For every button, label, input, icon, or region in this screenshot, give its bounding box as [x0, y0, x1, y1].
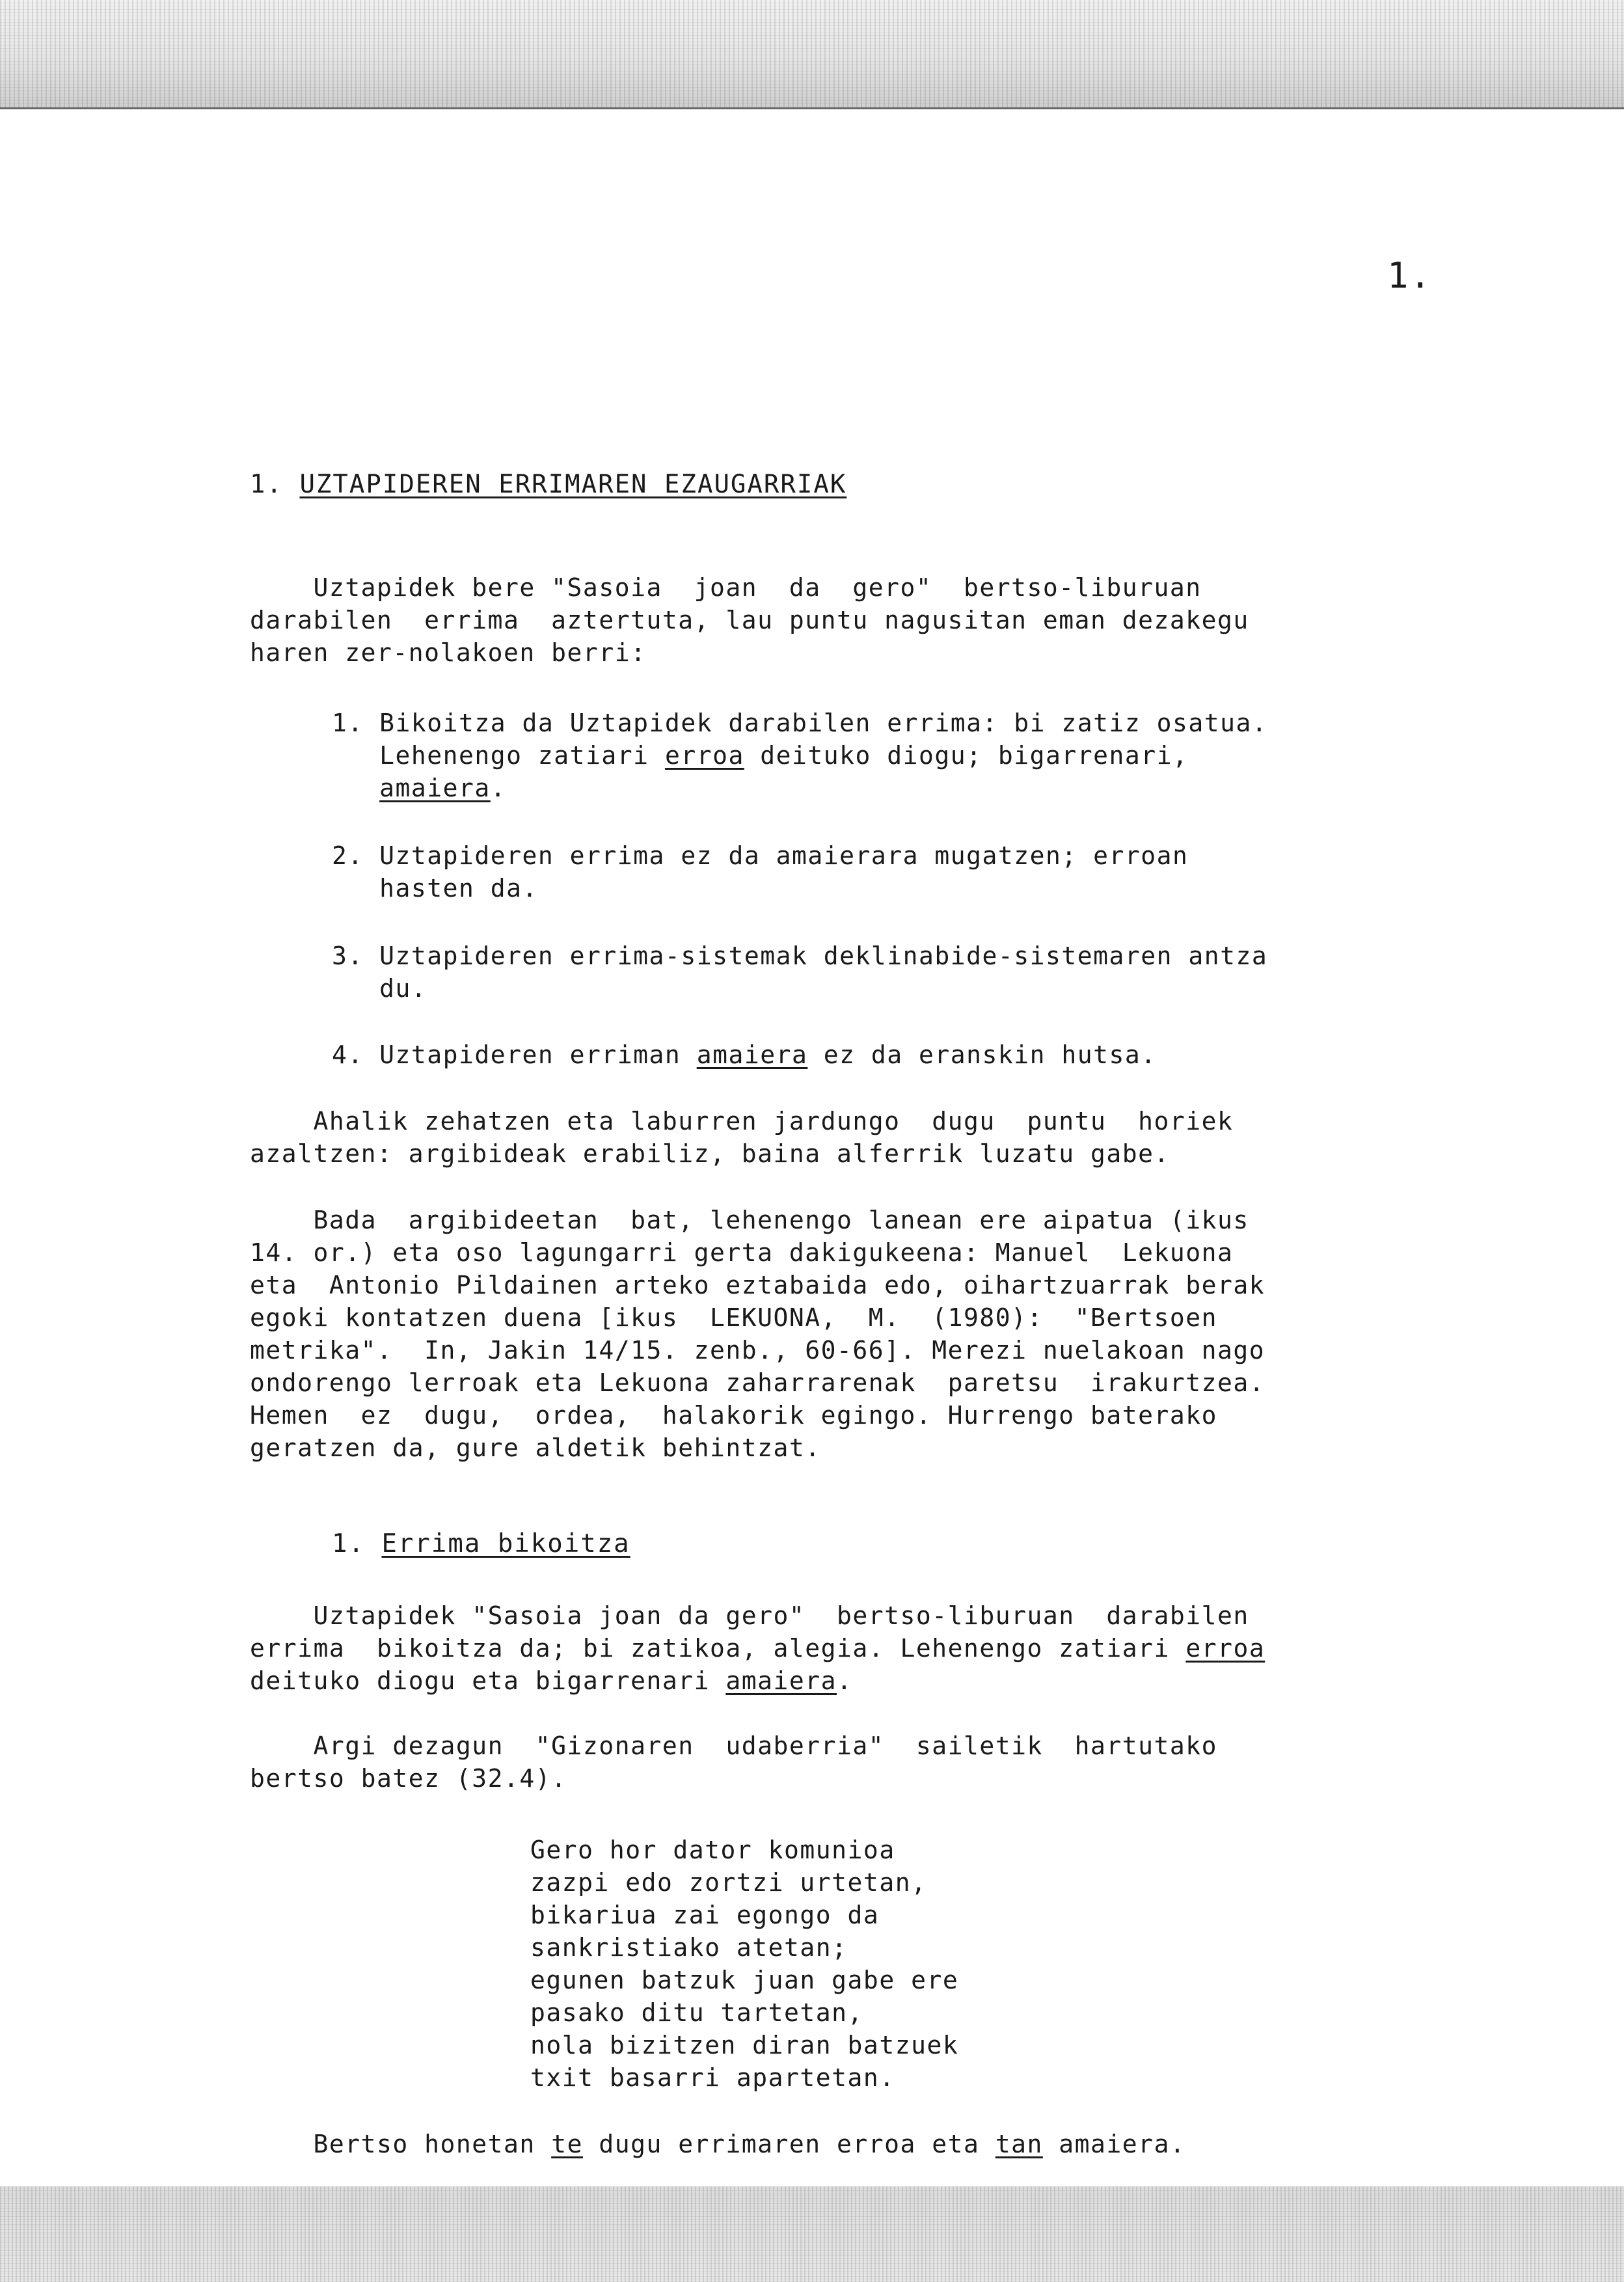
verse-line: pasako ditu tartetan,: [530, 1998, 863, 2027]
term-amaiera: amaiera: [379, 774, 491, 802]
intro-paragraph: [250, 571, 1249, 669]
verse-line: Gero hor dator komunioa: [530, 1836, 895, 1864]
verse-line: zazpi edo zortzi urtetan,: [530, 1868, 927, 1897]
verse-line: bikariua zai egongo da: [530, 1901, 880, 1929]
section-heading: [250, 470, 846, 499]
intro-line-3: haren zer-nolakoen berri:: [250, 638, 647, 667]
point-2-line-1: 2. Uztapideren errima ez da amaierara mugatzen; erroan: [332, 841, 1189, 870]
verse-line: nola bizitzen diran batzuek: [530, 2031, 959, 2059]
paragraph-argi: Argi dezagun "Gizonaren udaberria" sailetik hartutako bertso batez (32.4).: [250, 1732, 1218, 1793]
term-amaiera: amaiera: [696, 1040, 808, 1069]
term-erroa: erroa: [664, 741, 744, 770]
point-3-line-2: du.: [332, 974, 427, 1003]
section-heading-title: UZTAPIDEREN ERRIMAREN EZAUGARRIAK: [299, 470, 847, 499]
intro-line-2: darabilen errima aztertuta, lau puntu nagusitan eman dezakegu: [250, 606, 1249, 634]
intro-line-1: Uztapidek bere "Sasoia joan da gero" bertso-liburuan: [250, 573, 1202, 602]
point-1-line-2: Lehenengo zatiari erroa deituko diogu; bigarrenari,: [332, 741, 1189, 770]
paragraph-ahalik: Ahalik zehatzen eta laburren jardungo dugu puntu horiek azaltzen: argibideak erabiliz, baina alferrik luzatu gabe.: [250, 1107, 1234, 1168]
point-3-line-1: 3. Uztapideren errima-sistemak deklinabide-sistemaren antza: [332, 942, 1268, 970]
subsection-heading: 1. Errima bikoitza: [332, 1529, 630, 1558]
term-tan: tan: [995, 2130, 1043, 2158]
point-4: 4. Uztapideren erriman amaiera ez da eranskin hutsa.: [332, 1040, 1157, 1069]
paragraph-bada: Bada argibideetan bat, lehenengo lanean ere aipatua (ikus 14. or.) eta oso lagungarri gerta dakigukeena: Manuel Lekuona eta Antonio Pildainen arteko eztabaida edo, oihartzuarrak berak egoki kontatzen duena [ikus LEKUONA, M. (1980): "Bertsoen metrika". In, Jakin 14/15. zenb., 60-66]. Merezi nuelakoan nago ondorengo lerroak eta Lekuona zaharrarenak paretsu irakurtzea. Hemen ez dugu, ordea, halakorik egingo. Hurrengo baterako geratzen da, gure aldetik behintzat.: [250, 1206, 1265, 1462]
point-1-line-1: 1. Bikoitza da Uztapidek darabilen errima: bi zatiz osatua.: [332, 709, 1268, 737]
paragraph-closing: Bertso honetan te dugu errimaren erroa eta tan amaiera.: [250, 2130, 1186, 2158]
verse-quote: [530, 1834, 958, 2094]
verse-line: txit basarri apartetan.: [530, 2063, 895, 2092]
term-amaiera: amaiera: [725, 1666, 837, 1695]
scan-artifact-top: [0, 0, 1624, 109]
point-2-line-2: hasten da.: [332, 874, 538, 903]
point-1: [332, 707, 1267, 804]
verse-line: sankristiako atetan;: [530, 1933, 848, 1962]
point-1-line-3: amaiera.: [379, 774, 507, 802]
section-heading-number: 1.: [250, 470, 300, 499]
term-erroa: erroa: [1185, 1634, 1265, 1663]
verse-line: egunen batzuk juan gabe ere: [530, 1966, 959, 1994]
term-te: te: [551, 2130, 583, 2158]
subsection-heading-title: Errima bikoitza: [381, 1529, 630, 1558]
point-2: [332, 839, 1188, 904]
page-number: 1.: [1387, 255, 1433, 296]
point-3: [332, 940, 1267, 1005]
paragraph-uztapidek: Uztapidek "Sasoia joan da gero" bertso-liburuan darabilen errima bikoitza da; bi zatikoa, alegia. Lehenengo zatiari erroa deituko diogu eta bigarrenari amaiera.: [250, 1601, 1265, 1695]
scan-artifact-bottom: [0, 2186, 1624, 2282]
